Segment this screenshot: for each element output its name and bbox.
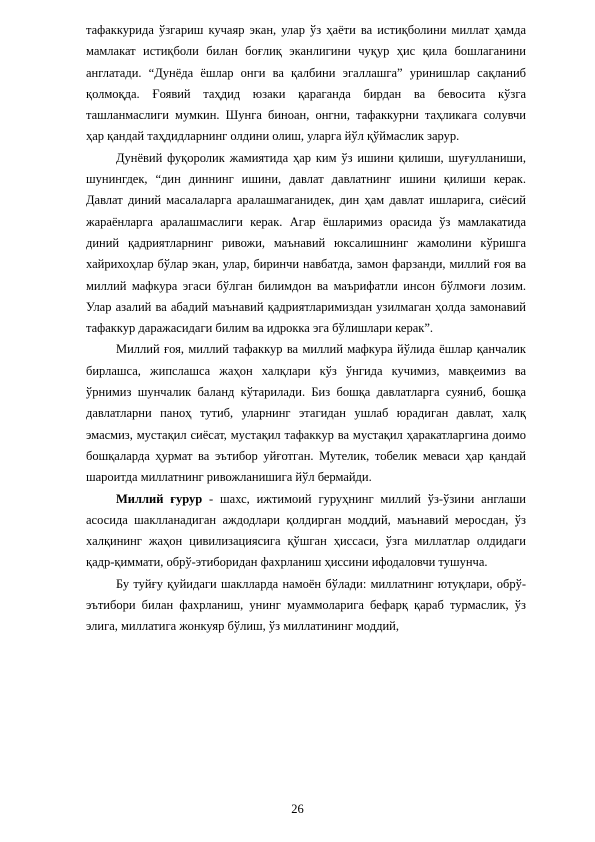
paragraph-feeling-forms: Бу туйғу қуйидаги шаклларда намоён бўлади: миллатнинг ютуқлари, обрў-эътибори билан фахрланиш, унинг муаммоларига бефарқ қараб турмаслик, ўз элига, миллатига жонкуяр бўлиш, ўз миллатининг моддий, — [86, 576, 526, 634]
paragraph-national-pride-definition — [86, 489, 526, 574]
document-page — [86, 20, 526, 638]
page-number: 26 — [291, 802, 304, 816]
paragraph-secular-society: Дунёвий фуқоролик жамиятида ҳар ким ўз ишини қилиши, шуғулланиши, шунингдек, “дин диннинг ишини, давлат давлатнинг ишини қилиши керак. Давлат диний масалаларга аралашмаганидек, дин ҳам давлат ишларига, сиёсий жараёнларга аралашмаслиги керак. Агар ёшларимиз орасида ўз мамлакатида диний қадриятларнинг ривожи, маънавий юксалишнинг жамолини кўришга хайрихоҳлар бўлар экан, улар, биринчи навбатда, замон фарзанди, миллий ғоя ва миллий мафкура эгаси бўлган билимдон ва маърифатли инсон бўлмоғи лозим. Улар азалий ва абадий маънавий қадриятларимиздан узилмаган ҳолда замонавий тафаккур даражасидаги билим ва идрокка эга бўлишлари керак”. — [86, 150, 526, 336]
paragraph-continuation: тафаккурида ўзгариш кучаяр экан, улар ўз ҳаёти ва истиқболини миллат ҳамда мамлакат истиқболи билан боғлиқ эканлигини чуқур ҳис қила бошлаганини англатади. “Дунёда ёшлар онги ва қалбини эгаллашга” уринишлар сақланиб қолмоқда. Ғоявий таҳдид юзаки қараганда бирдан ва бевосита кўзга ташланмаслиги мумкин. Шунга биноан, онгни, тафаккурни таҳликага солувчи ҳар қандай таҳдидларнинг олдини олиш, уларга йўл қўймаслик зарур. — [86, 23, 526, 144]
definition-text: - шахс, ижтимоий гуруҳнинг миллий ўз-ўзини англаши асосида шаклланадиган аждодлари қолдирган моддий, маънавий меросдан, ўз халқининг жаҳон цивилизациясига қўшган ҳиссаси, ўзга миллатлар олдидаги қадр-қиммати, обрў-этиборидан фахрланиш ҳиссини ифодаловчи тушунча. — [86, 491, 526, 570]
paragraph-national-idea: Миллий ғоя, миллий тафаккур ва миллий мафкура йўлида ёшлар қанчалик бирлашса, жипслашса жаҳон халқлари кўз ўнгида кучимиз, мавқеимиз ва ўрнимиз шунчалик баланд кўтарилади. Биз бошқа давлатларга суяниб, бошқа давлатларни паноҳ тутиб, уларнинг этагидан ушлаб юрадиган давлат, халқ эмасмиз, мустақил сиёсат, мустақил тафаккур ва мустақил ҳаракатларгина доимо бошқаларда ҳурмат ва эътибор уйғотган. Мутелик, тобелик меваси ҳар қандай шароитда миллатнинг ривожланишига йўл бермайди. — [86, 342, 526, 485]
defined-term: Миллий ғурур — [116, 491, 203, 506]
